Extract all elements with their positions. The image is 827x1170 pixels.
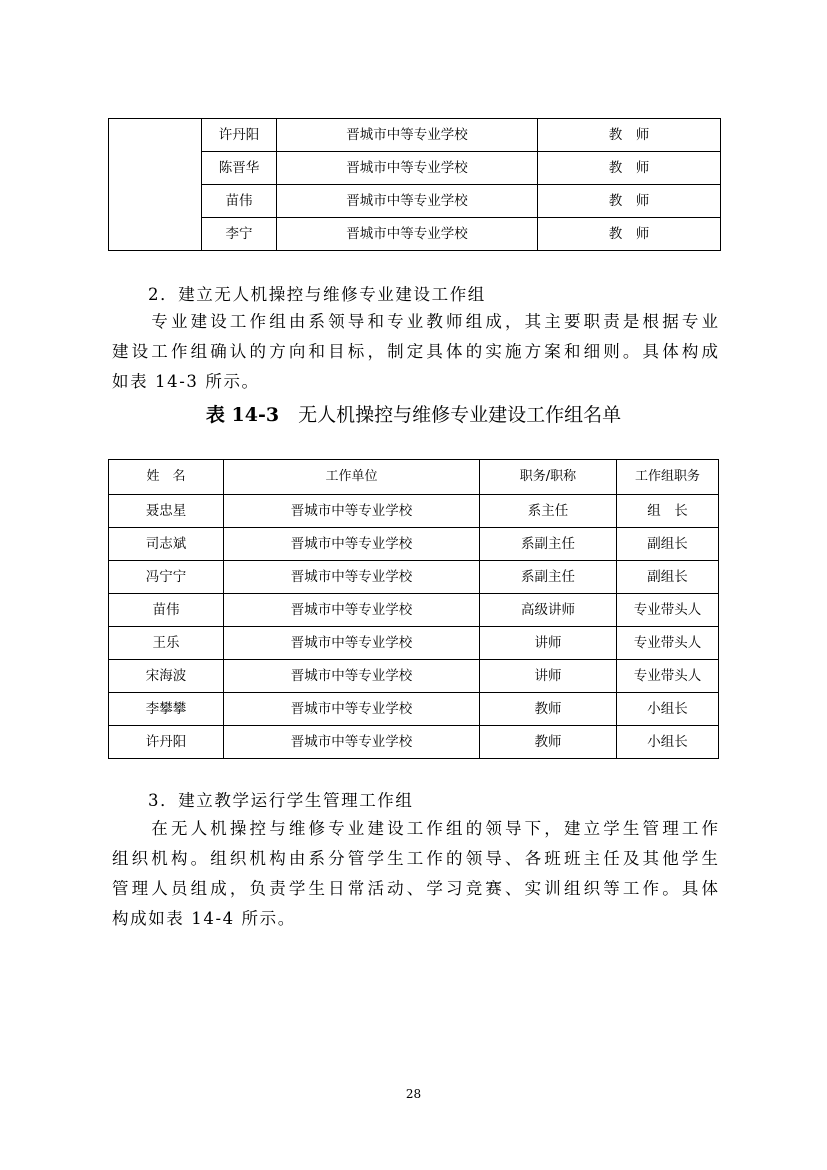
member-name: 陈晋华 <box>202 152 277 185</box>
member-unit: 晋城市中等专业学校 <box>277 152 538 185</box>
table-row <box>109 594 719 627</box>
member-role: 组 长 <box>617 495 719 528</box>
table-row <box>109 627 719 660</box>
table-header-row <box>109 460 719 495</box>
page-number: 28 <box>405 1087 422 1101</box>
member-unit: 晋城市中等专业学校 <box>224 660 480 693</box>
member-name: 苗伟 <box>109 594 224 627</box>
member-unit: 晋城市中等专业学校 <box>224 726 480 759</box>
paragraph-line: 组织机构。组织机构由系分管学生工作的领导、各班班主任及其他学生 <box>112 849 718 868</box>
member-name: 冯宁宁 <box>109 561 224 594</box>
section-3-paragraph <box>112 814 718 934</box>
member-name: 司志斌 <box>109 528 224 561</box>
member-title: 高级讲师 <box>480 594 617 627</box>
member-role: 小组长 <box>617 693 719 726</box>
section-2-paragraph <box>112 307 718 397</box>
member-unit: 晋城市中等专业学校 <box>277 218 538 251</box>
member-title: 系主任 <box>480 495 617 528</box>
column-header-name: 姓 名 <box>109 460 224 495</box>
paragraph-line: 建设工作组确认的方向和目标，制定具体的实施方案和细则。具体构成 <box>112 342 718 361</box>
member-unit: 晋城市中等专业学校 <box>277 119 538 152</box>
member-title: 系副主任 <box>480 561 617 594</box>
table-caption-title: 无人机操控与维修专业建设工作组名单 <box>298 404 622 426</box>
table-row <box>109 561 719 594</box>
member-unit: 晋城市中等专业学校 <box>224 693 480 726</box>
section-3-heading: 3．建立教学运行学生管理工作组 <box>148 791 414 810</box>
section-2-heading: 2．建立无人机操控与维修专业建设工作组 <box>148 285 486 304</box>
member-unit: 晋城市中等专业学校 <box>224 561 480 594</box>
table-caption <box>0 400 827 427</box>
member-table-continued <box>108 118 721 251</box>
member-name: 许丹阳 <box>109 726 224 759</box>
member-role: 专业带头人 <box>617 660 719 693</box>
column-header-title: 职务/职称 <box>480 460 617 495</box>
member-title: 教 师 <box>538 152 721 185</box>
member-unit: 晋城市中等专业学校 <box>224 495 480 528</box>
member-name: 李宁 <box>202 218 277 251</box>
member-title: 教 师 <box>538 185 721 218</box>
paragraph-line: 管理人员组成，负责学生日常活动、学习竞赛、实训组织等工作。具体 <box>112 879 718 898</box>
table-row <box>109 660 719 693</box>
member-title: 教师 <box>480 693 617 726</box>
table-row <box>109 726 719 759</box>
member-name: 许丹阳 <box>202 119 277 152</box>
member-title: 系副主任 <box>480 528 617 561</box>
member-unit: 晋城市中等专业学校 <box>224 627 480 660</box>
member-title: 讲师 <box>480 660 617 693</box>
member-name: 王乐 <box>109 627 224 660</box>
member-name: 苗伟 <box>202 185 277 218</box>
member-name: 李攀攀 <box>109 693 224 726</box>
paragraph-line: 在无人机操控与维修专业建设工作组的领导下，建立学生管理工作 <box>112 819 718 838</box>
work-group-table <box>108 459 719 759</box>
member-role: 小组长 <box>617 726 719 759</box>
table-row <box>109 528 719 561</box>
member-unit: 晋城市中等专业学校 <box>277 185 538 218</box>
member-title: 讲师 <box>480 627 617 660</box>
table-caption-label: 表 14-3 <box>205 404 280 426</box>
member-title: 教 师 <box>538 119 721 152</box>
member-unit: 晋城市中等专业学校 <box>224 594 480 627</box>
member-role: 专业带头人 <box>617 627 719 660</box>
member-title: 教师 <box>480 726 617 759</box>
member-unit: 晋城市中等专业学校 <box>224 528 480 561</box>
table-row <box>109 495 719 528</box>
member-name: 宋海波 <box>109 660 224 693</box>
member-title: 教 师 <box>538 218 721 251</box>
member-role: 副组长 <box>617 528 719 561</box>
member-role: 专业带头人 <box>617 594 719 627</box>
paragraph-line: 如表 14-3 所示。 <box>112 372 260 391</box>
merged-role-cell <box>109 119 202 251</box>
member-name: 聂忠星 <box>109 495 224 528</box>
column-header-unit: 工作单位 <box>224 460 480 495</box>
table-row <box>109 693 719 726</box>
column-header-role: 工作组职务 <box>617 460 719 495</box>
member-role: 副组长 <box>617 561 719 594</box>
paragraph-line: 构成如表 14-4 所示。 <box>112 909 296 928</box>
paragraph-line: 专业建设工作组由系领导和专业教师组成，其主要职责是根据专业 <box>112 312 718 331</box>
table-row <box>109 119 721 152</box>
